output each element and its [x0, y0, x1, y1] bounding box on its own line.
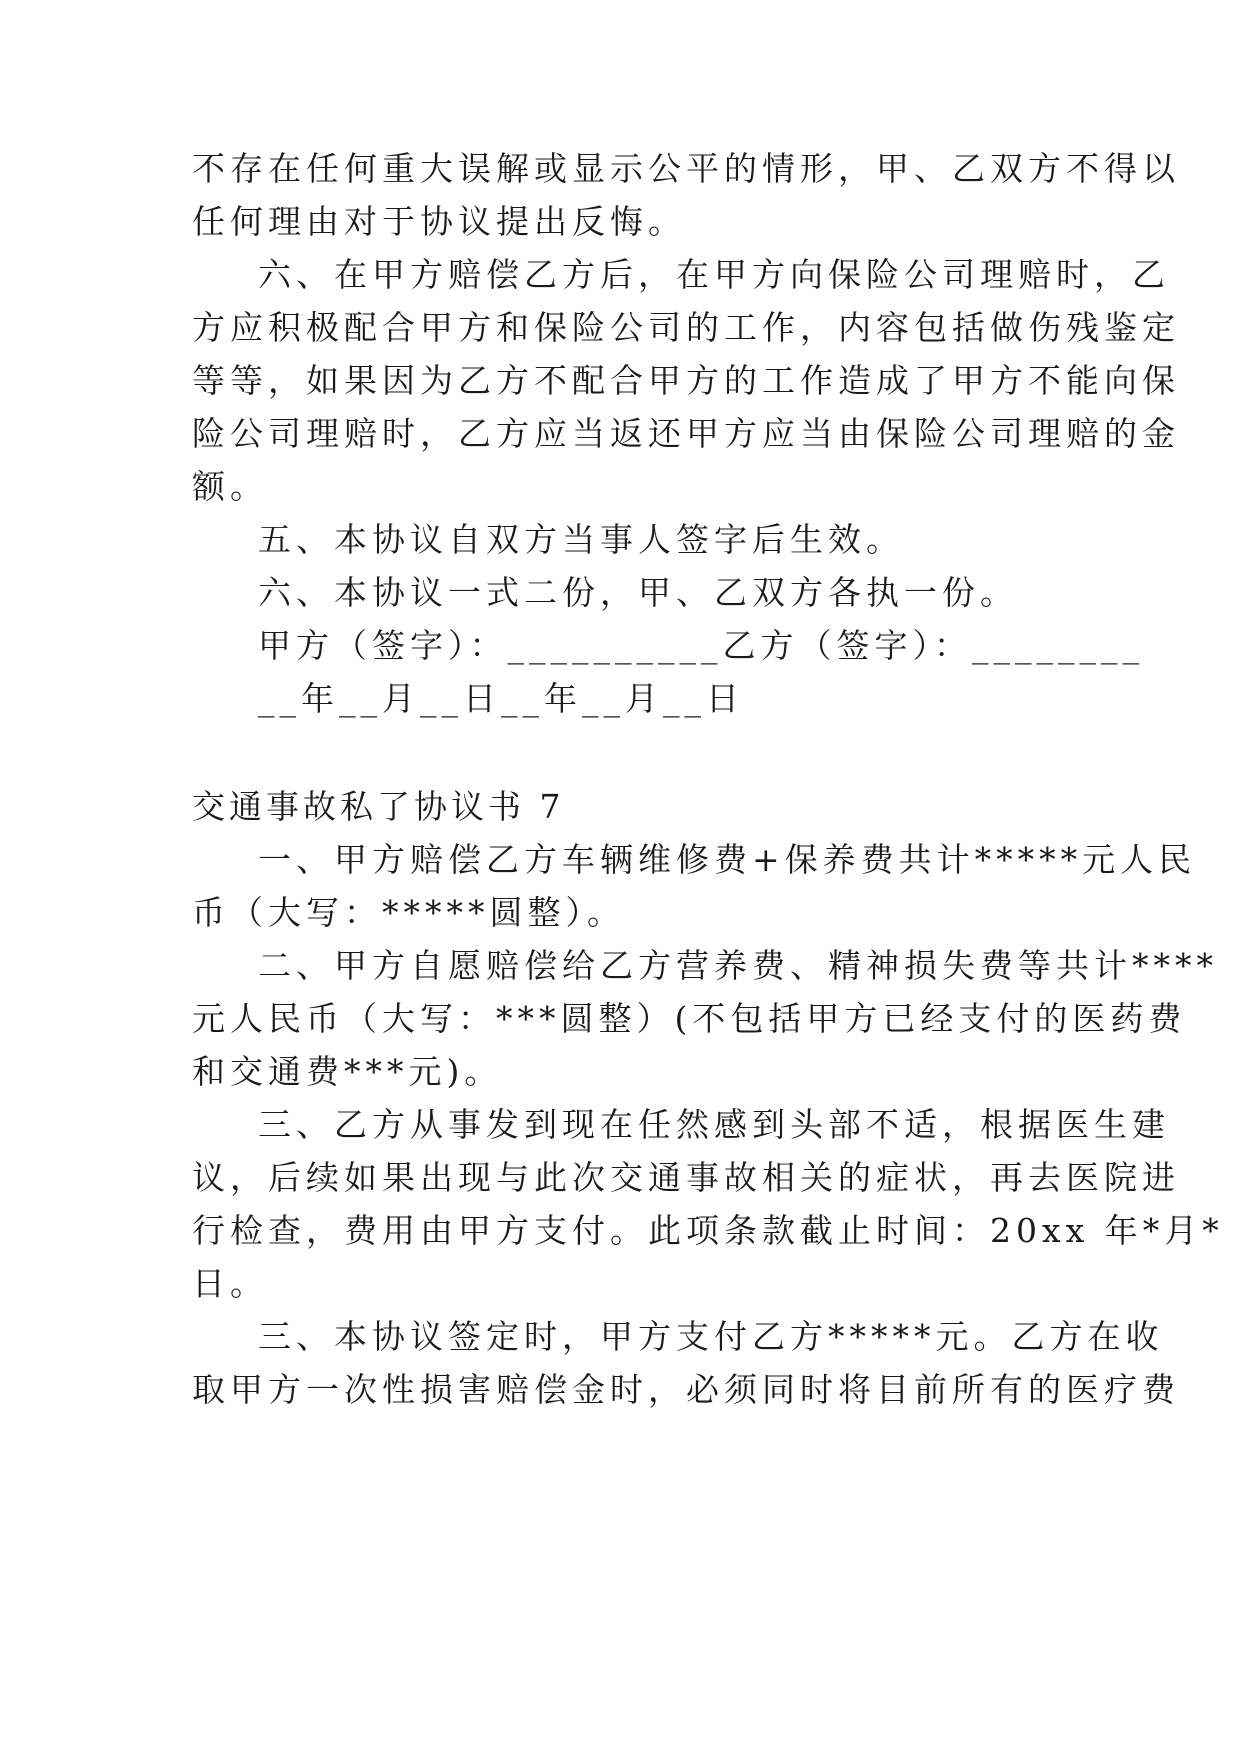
text-line: 任何理由对于协议提出反悔。: [192, 202, 686, 241]
text-line: 取甲方一次性损害赔偿金时，必须同时将目前所有的医疗费: [192, 1370, 1180, 1409]
text-line: 元人民币（大写：***圆整）(不包括甲方已经支付的医药费: [192, 999, 1187, 1038]
text-line: 和交通费***元)。: [192, 1052, 503, 1091]
text-line: 币（大写：*****圆整）。: [192, 893, 625, 932]
text-line: 议，后续如果出现与此次交通事故相关的症状，再去医院进: [192, 1158, 1180, 1197]
text-line: 方应积极配合甲方和保险公司的工作，内容包括做伤残鉴定: [192, 308, 1180, 347]
paragraph-first-line: 一、甲方赔偿乙方车辆维修费+保养费共计*****元人民: [258, 840, 1197, 879]
paragraph-first-line: 六、本协议一式二份，甲、乙双方各执一份。: [258, 573, 1018, 612]
text-line: 行检查，费用由甲方支付。此项条款截止时间：20xx 年*月*: [192, 1211, 1224, 1250]
text-line: 额。: [192, 467, 268, 506]
text-line: 等等，如果因为乙方不配合甲方的工作造成了甲方不能向保: [192, 361, 1180, 400]
paragraph-first-line: 六、在甲方赔偿乙方后，在甲方向保险公司理赔时，乙: [258, 255, 1170, 294]
paragraph-first-line: 三、本协议签定时，甲方支付乙方*****元。乙方在收: [258, 1317, 1164, 1356]
signature-line: 甲方（签字）：__________乙方（签字）：________: [258, 626, 1144, 665]
section-title: 交通事故私了协议书 7: [192, 787, 565, 826]
text-line: 险公司理赔时，乙方应当返还甲方应当由保险公司理赔的金: [192, 414, 1180, 453]
text-line: 日。: [192, 1264, 268, 1303]
text-line: 不存在任何重大误解或显示公平的情形，甲、乙双方不得以: [192, 149, 1180, 188]
paragraph-first-line: 三、乙方从事发到现在任然感到头部不适，根据医生建: [258, 1105, 1170, 1144]
paragraph-first-line: 五、本协议自双方当事人签字后生效。: [258, 520, 904, 559]
date-line: __年__月__日__年__月__日: [258, 679, 744, 718]
paragraph-first-line: 二、甲方自愿赔偿给乙方营养费、精神损失费等共计****: [258, 946, 1218, 985]
